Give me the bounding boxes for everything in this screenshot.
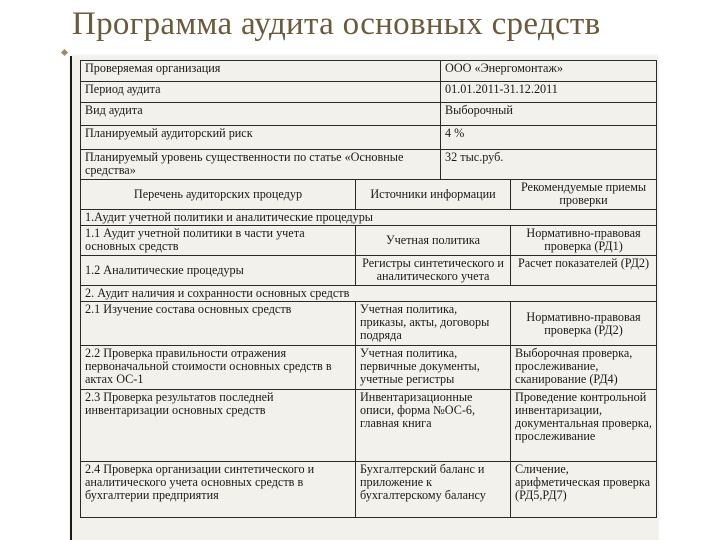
info-label: Период аудита xyxy=(81,82,441,103)
info-value: 4 % xyxy=(441,126,657,150)
method-cell: Нормативно-правовая проверка (РД1) xyxy=(511,226,657,256)
table-header-row xyxy=(81,180,657,210)
audit-program-table xyxy=(80,60,657,518)
info-label: Планируемый аудиторский риск xyxy=(81,126,441,150)
info-value: 01.01.2011-31.12.2011 xyxy=(441,82,657,103)
method-cell: Сличение, арифметическая проверка (РД5,РД7) xyxy=(511,462,657,518)
procedure-cell: 2.4 Проверка организации синтетического и аналитического учета основных средств в бухгалтерии предприятия xyxy=(81,462,356,518)
section-title: 1.Аудит учетной политики и аналитические процедуры xyxy=(81,210,657,226)
procedure-cell: 1.2 Аналитические процедуры xyxy=(81,256,356,286)
method-cell: Нормативно-правовая проверка (РД2) xyxy=(511,302,657,346)
source-cell: Учетная политика xyxy=(356,226,511,256)
procedure-cell: 1.1 Аудит учетной политики в части учета основных средств xyxy=(81,226,356,256)
info-row xyxy=(81,103,657,126)
source-cell: Инвентаризационные описи, форма №ОС-6, главная книга xyxy=(356,390,511,462)
table-row xyxy=(81,256,657,286)
info-row xyxy=(81,82,657,103)
procedure-cell: 2.2 Проверка правильности отражения первоначальной стоимости основных средств в актах ОС-1 xyxy=(81,346,356,390)
audit-program-document xyxy=(70,56,658,540)
table-row xyxy=(81,390,657,462)
section-row xyxy=(81,210,657,226)
source-cell: Регистры синтетического и аналитического учета xyxy=(356,256,511,286)
info-value: ООО «Энергомонтаж» xyxy=(441,61,657,82)
info-row xyxy=(81,126,657,150)
slide-title: Программа аудита основных средств xyxy=(72,6,601,42)
method-cell: Расчет показателей (РД2) xyxy=(511,256,657,286)
table-row xyxy=(81,302,657,346)
info-row xyxy=(81,61,657,82)
header-procedures: Перечень аудиторских процедур xyxy=(81,180,356,210)
info-value: Выборочный xyxy=(441,103,657,126)
info-label: Проверяемая организация xyxy=(81,61,441,82)
table-row xyxy=(81,226,657,256)
info-value: 32 тыс.руб. xyxy=(441,150,657,180)
method-cell: Проведение контрольной инвентаризации, документальная проверка, прослеживание xyxy=(511,390,657,462)
method-cell: Выборочная проверка, прослеживание, сканирование (РД4) xyxy=(511,346,657,390)
section-title: 2. Аудит наличия и сохранности основных средств xyxy=(81,286,657,302)
bullet-icon xyxy=(61,49,68,56)
info-label: Планируемый уровень существенности по статье «Основные средства» xyxy=(81,150,441,180)
section-row xyxy=(81,286,657,302)
table-row xyxy=(81,462,657,518)
header-sources: Источники информации xyxy=(356,180,511,210)
source-cell: Учетная политика, приказы, акты, договоры подряда xyxy=(356,302,511,346)
info-label: Вид аудита xyxy=(81,103,441,126)
procedure-cell: 2.1 Изучение состава основных средств xyxy=(81,302,356,346)
source-cell: Учетная политика, первичные документы, учетные регистры xyxy=(356,346,511,390)
header-methods: Рекомендуемые приемы проверки xyxy=(511,180,657,210)
procedure-cell: 2.3 Проверка результатов последней инвентаризации основных средств xyxy=(81,390,356,462)
info-row xyxy=(81,150,657,180)
source-cell: Бухгалтерский баланс и приложение к бухгалтерскому балансу xyxy=(356,462,511,518)
table-row xyxy=(81,346,657,390)
